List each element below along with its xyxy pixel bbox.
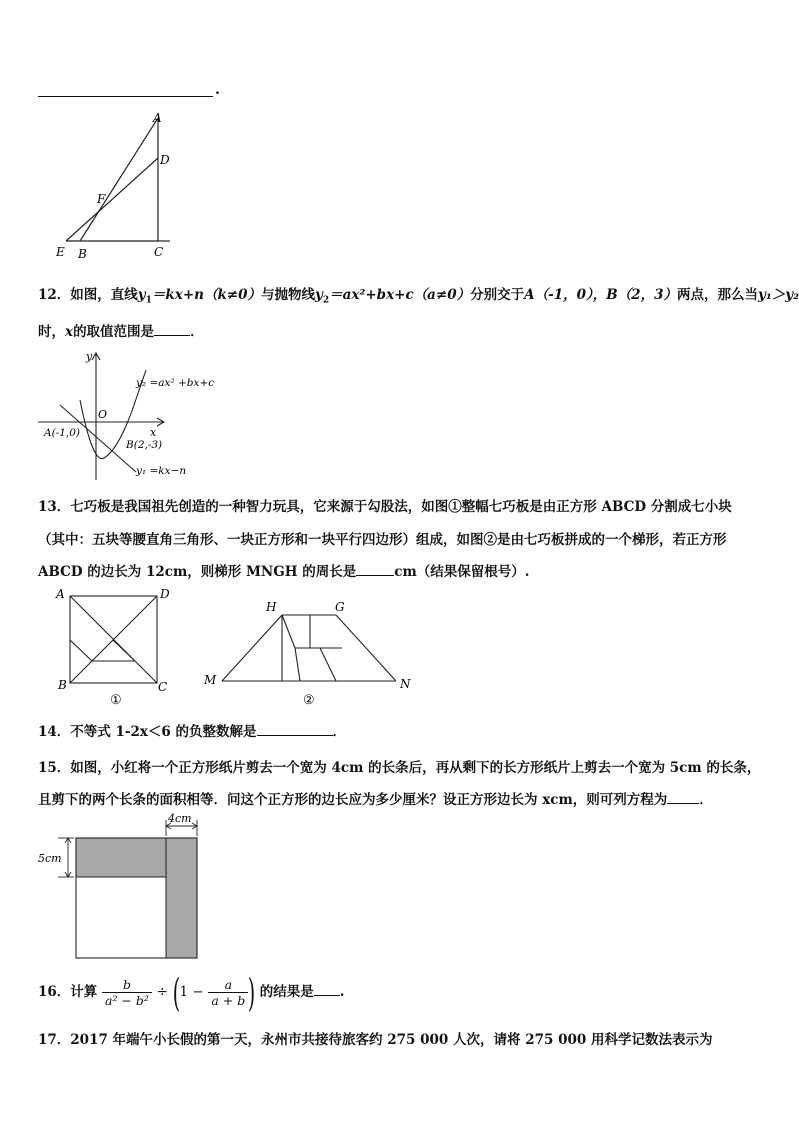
question-13-line3: ABCD 的边长为 12cm，则梯形 MNGH 的周长是 cm（结果保留根号）.	[38, 564, 530, 580]
label-e: E	[56, 245, 65, 259]
question-14: 14．不等式 1-2x＜6 的负整数解是 ．	[38, 724, 347, 740]
trap-label-n: N	[400, 677, 411, 691]
answer-blank	[356, 563, 394, 576]
question-12-line1: 12．如图，直线$y_1=kx+n(k\ne 0)$与抛物线$y_2=ax^2+bx+c(a\ne 0)$分别交于A（-1，0），B（2，3）两点，那么当y₁＞y₂	[38, 287, 799, 306]
trap-label-g: G	[335, 600, 345, 614]
square-label-b: B	[58, 678, 67, 692]
answer-blank	[667, 791, 699, 804]
question-12-line2: 时，x的取值范围是 ．	[38, 324, 204, 340]
answer-blank	[257, 723, 333, 736]
point-b-label: B(2,-3)	[126, 439, 163, 451]
square-label-d: D	[160, 587, 170, 601]
line-equation: y₁ =kx−n	[136, 465, 187, 477]
caption-figure-2: ②	[303, 693, 315, 708]
trap-label-h: H	[266, 600, 277, 614]
shaded-strip-5cm	[76, 838, 166, 877]
square-label-c: C	[158, 680, 168, 694]
answer-blank	[314, 983, 340, 996]
square-label-a: A	[56, 587, 65, 601]
caption-figure-1: ①	[110, 693, 122, 708]
origin-label: O	[98, 408, 108, 421]
question-13-line2: （其中：五块等腰直角三角形、一块正方形和一块平行四边形）组成，如图②是由七巧板拼成的一个梯形，若正方形	[38, 532, 727, 548]
question-16: 16．计算 $\frac{b}{\text{a² − b²}}$ ÷ (1 − $\frac{a}{a + b}$ ) 的结果是 .	[38, 970, 345, 1015]
point-a-label: A(-1,0)	[44, 427, 81, 439]
figure-square-strips-q15	[38, 812, 208, 962]
parabola-equation: y₂ =ax² +bx+c	[136, 377, 215, 389]
figure-tangram-q13	[50, 584, 420, 708]
answer-end-dot: .	[215, 82, 220, 98]
fraction-a-over-a-plus-b: $\frac{a}{a + b}$	[208, 977, 248, 1008]
label-d: D	[160, 153, 170, 167]
label-f: F	[97, 192, 106, 206]
label-b: B	[78, 247, 87, 261]
shaded-strip-4cm	[166, 838, 197, 958]
answer-blank-q11	[38, 84, 213, 97]
width-4cm-label: 4cm	[168, 812, 192, 825]
figure-triangle-q11	[52, 108, 182, 263]
trap-label-m: M	[204, 673, 217, 687]
label-c: C	[154, 245, 164, 259]
figure-parabola-q12	[38, 350, 238, 485]
question-17: 17．2017 年端午小长假的第一天，永州市共接待旅客约 275 000 人次，请将 275 000 用科学记数法表示为	[38, 1032, 713, 1048]
answer-blank	[154, 323, 190, 336]
question-15-line1: 15．如图，小红将一个正方形纸片剪去一个宽为 4cm 的长条后，再从剩下的长方形纸片上剪去一个宽为 5cm 的长条，	[38, 760, 761, 776]
question-13-line1: 13．七巧板是我国祖先创造的一种智力玩具，它来源于勾股法，如图①整幅七巧板是由正方形 ABCD 分割成七小块	[38, 499, 732, 515]
question-15-line2: 且剪下的两个长条的面积相等．问这个正方形的边长应为多少厘米？设正方形边长为 xcm，则可列方程为 ．	[38, 792, 713, 808]
label-a: A	[153, 111, 162, 125]
fraction-b-over-a2-b2: $\frac{b}{\text{a² − b²}}$	[102, 977, 152, 1008]
axis-y-label: y	[86, 350, 93, 363]
width-5cm-label: 5cm	[38, 852, 62, 865]
axis-x-label: x	[150, 426, 157, 439]
